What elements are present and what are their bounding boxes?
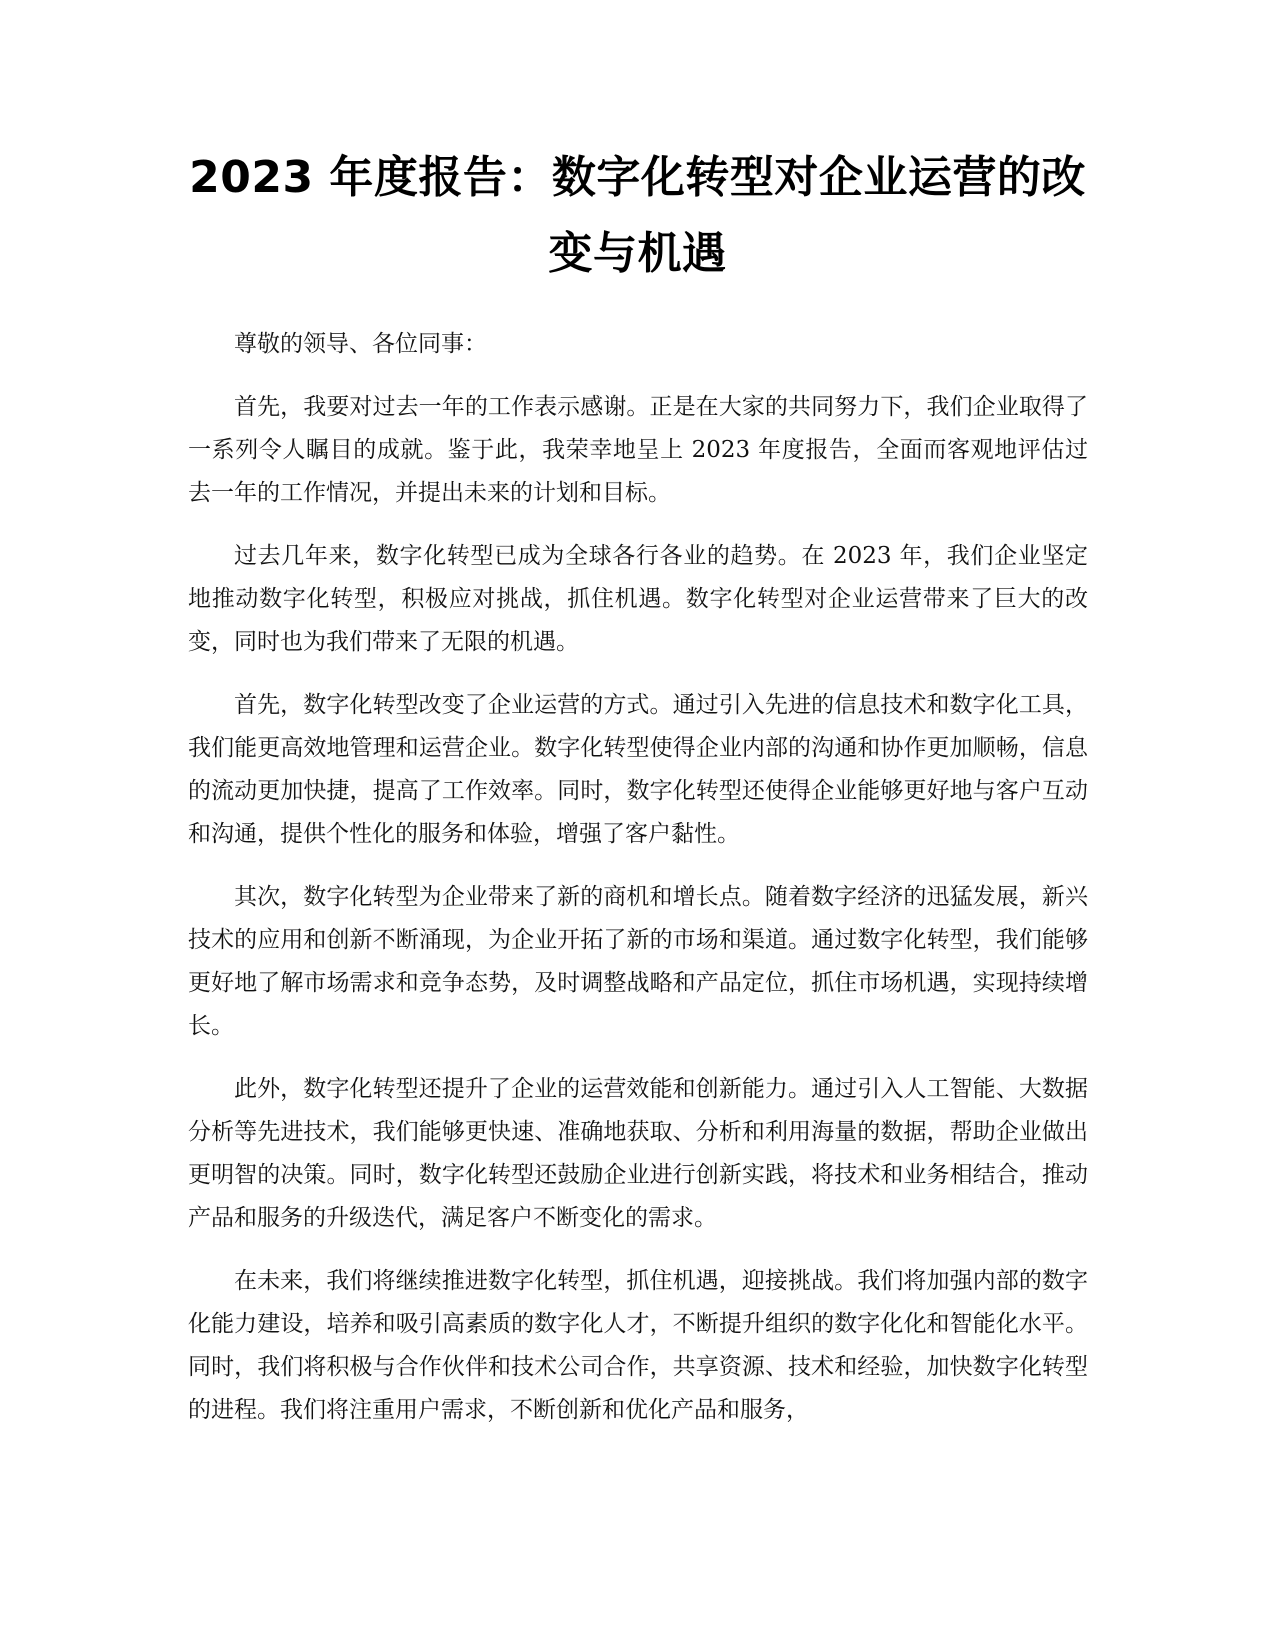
- paragraph-trend: 过去几年来，数字化转型已成为全球各行各业的趋势。在 2023 年，我们企业坚定地推动数字化转型，积极应对挑战，抓住机遇。数字化转型对企业运营带来了巨大的改变，同时也为我们带来了无限的机遇。: [188, 543, 1088, 655]
- document-title: 2023 年度报告：数字化转型对企业运营的改变与机遇: [189, 152, 1086, 279]
- paragraph-future: 在未来，我们将继续推进数字化转型，抓住机遇，迎接挑战。我们将加强内部的数字化能力建设，培养和吸引高素质的数字化人才，不断提升组织的数字化化和智能化水平。同时，我们将积极与合作伙伴和技术公司合作，共享资源、技术和经验，加快数字化转型的进程。我们将注重用户需求，不断创新和优化产品和服务，: [188, 1268, 1088, 1423]
- paragraph-efficiency: 此外，数字化转型还提升了企业的运营效能和创新能力。通过引入人工智能、大数据分析等先进技术，我们能够更快速、准确地获取、分析和利用海量的数据，帮助企业做出更明智的决策。同时，数字化转型还鼓励企业进行创新实践，将技术和业务相结合，推动产品和服务的升级迭代，满足客户不断变化的需求。: [188, 1076, 1088, 1231]
- paragraph-operations: 首先，数字化转型改变了企业运营的方式。通过引入先进的信息技术和数字化工具，我们能更高效地管理和运营企业。数字化转型使得企业内部的沟通和协作更加顺畅，信息的流动更加快捷，提高了工作效率。同时，数字化转型还使得企业能够更好地与客户互动和沟通，提供个性化的服务和体验，增强了客户黏性。: [188, 692, 1088, 847]
- greeting: 尊敬的领导、各位同事：: [234, 331, 487, 357]
- paragraph-thanks: 首先，我要对过去一年的工作表示感谢。正是在大家的共同努力下，我们企业取得了一系列令人瞩目的成就。鉴于此，我荣幸地呈上 2023 年度报告，全面而客观地评估过去一年的工作情况，并提出未来的计划和目标。: [188, 394, 1088, 506]
- paragraph-opportunities: 其次，数字化转型为企业带来了新的商机和增长点。随着数字经济的迅猛发展，新兴技术的应用和创新不断涌现，为企业开拓了新的市场和渠道。通过数字化转型，我们能够更好地了解市场需求和竞争态势，及时调整战略和产品定位，抓住市场机遇，实现持续增长。: [188, 884, 1088, 1039]
- document-body: [188, 323, 1088, 1452]
